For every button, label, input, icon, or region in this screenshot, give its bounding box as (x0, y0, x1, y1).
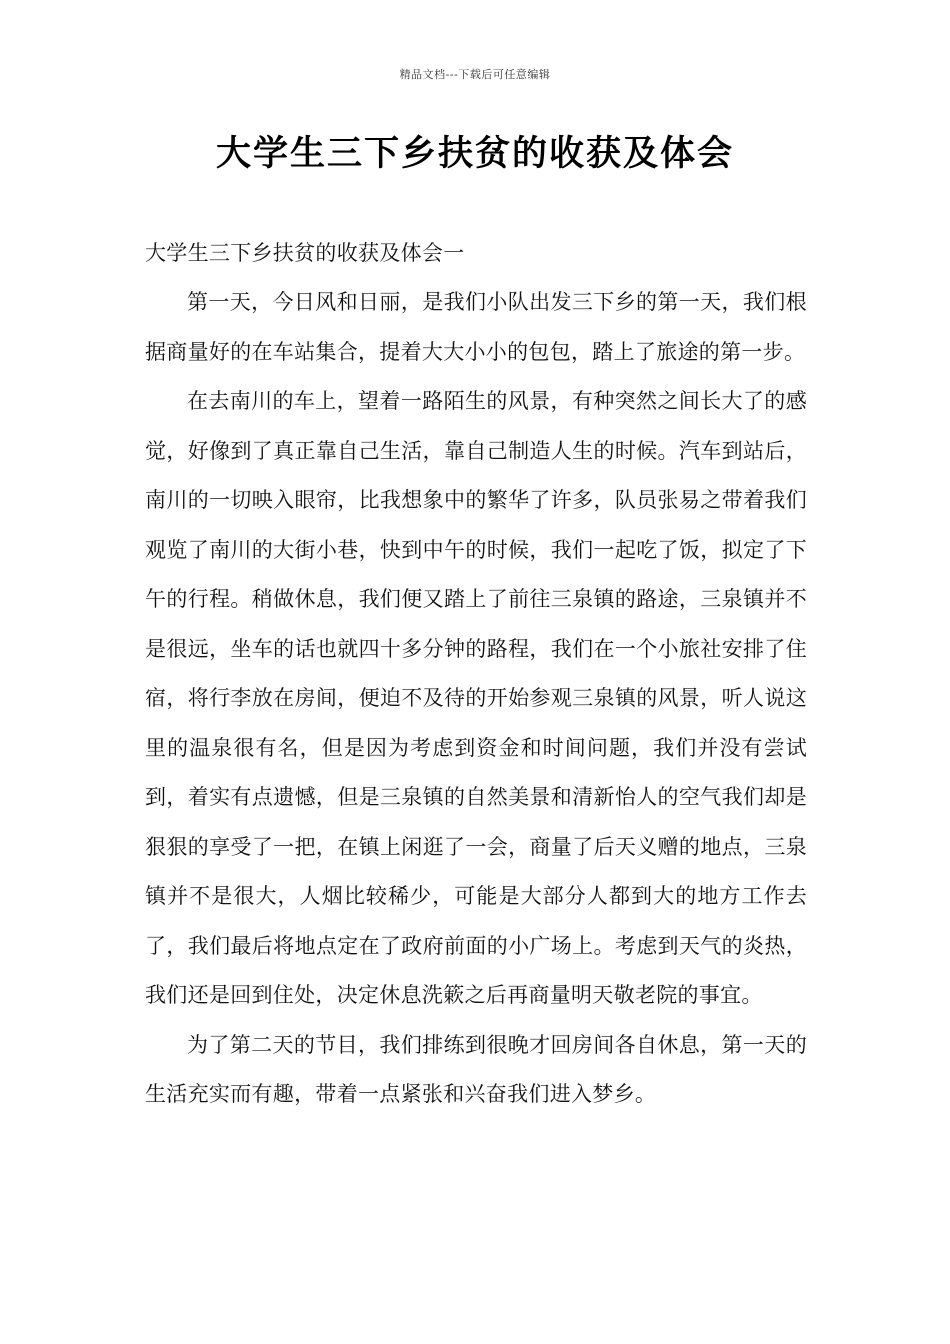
paragraph-1: 第一天，今日风和日丽，是我们小队出发三下乡的第一天，我们根据商量好的在车站集合，提着大大小小的包包，踏上了旅途的第一步。 (145, 290, 807, 364)
document-body (145, 228, 807, 1120)
paragraph-3: 为了第二天的节目，我们排练到很晚才回房间各自休息，第一天的生活充实而有趣，带着一点紧张和兴奋我们进入梦乡。 (145, 1032, 807, 1106)
document-title: 大学生三下乡扶贫的收获及体会 (215, 133, 734, 174)
section-subtitle: 大学生三下乡扶贫的收获及体会一 (145, 241, 465, 265)
paragraph-2: 在去南川的车上，望着一路陌生的风景，有种突然之间长大了的感觉，好像到了真正靠自己生活，靠自己制造人生的时候。汽车到站后，南川的一切映入眼帘，比我想象中的繁华了许多，队员张易之带着我们观览了南川的大街小巷，快到中午的时候，我们一起吃了饭，拟定了下午的行程。稍做休息，我们便又踏上了前往三泉镇的路途，三泉镇并不是很远，坐车的话也就四十多分钟的路程，我们在一个小旅社安排了住宿，将行李放在房间，便迫不及待的开始参观三泉镇的风景，听人说这里的温泉很有名，但是因为考虑到资金和时间问题，我们并没有尝试到，着实有点遗憾，但是三泉镇的自然美景和清新怡人的空气我们却是狠狠的享受了一把，在镇上闲逛了一会，商量了后天义赠的地点，三泉镇并不是很大，人烟比较稀少，可能是大部分人都到大的地方工作去了，我们最后将地点定在了政府前面的小广场上。考虑到天气的炎热，我们还是回到住处，决定休息洗簌之后再商量明天敬老院的事宜。 (145, 389, 807, 1007)
header-note: 精品文档---下载后可任意编辑 (399, 68, 551, 81)
